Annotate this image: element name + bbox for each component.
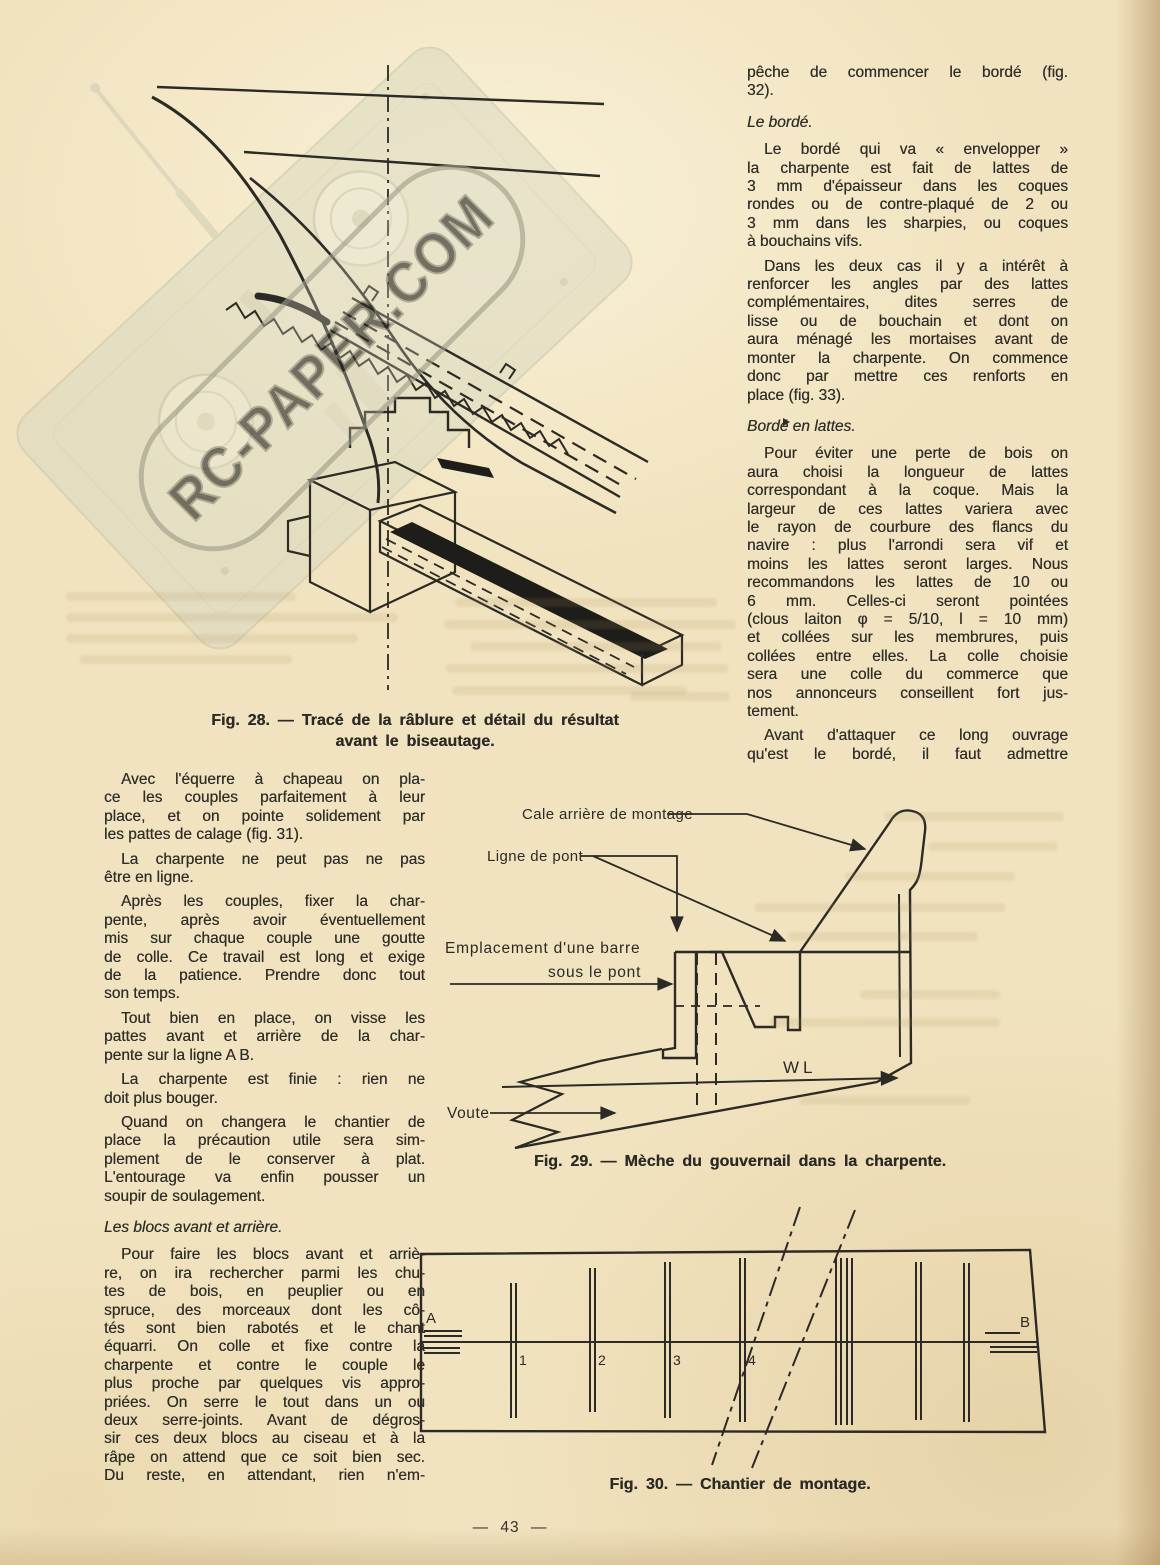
text-line: sir ces deux blocs au ciseau et à la xyxy=(104,1430,425,1448)
text-line: place (fig. 33). xyxy=(747,386,846,404)
bleedthrough-artifact xyxy=(630,692,730,701)
text-line: place la précaution utile sera sim- xyxy=(104,1132,425,1150)
section-heading: Les blocs avant et arrière. xyxy=(104,1218,283,1236)
text-line: pente sur la ligne A B. xyxy=(104,1046,254,1064)
text-line: tement. xyxy=(747,703,799,720)
paragraph xyxy=(747,727,1068,764)
fig30-ink-lines xyxy=(421,1207,1045,1468)
fig30-label-b: B xyxy=(1020,1314,1031,1331)
text-line: monter la charpente. On commence xyxy=(747,349,1068,367)
text-line: aura choisi la longueur de lattes xyxy=(747,463,1068,481)
text-line: à bouchains vifs. xyxy=(747,233,863,251)
left-column xyxy=(104,771,425,1492)
paragraph xyxy=(104,1071,425,1108)
fig30-station-3: 3 xyxy=(673,1352,681,1368)
paragraph xyxy=(104,851,425,888)
bleedthrough-artifact xyxy=(770,1018,1000,1027)
fig28-caption xyxy=(145,710,685,752)
bleedthrough-artifact xyxy=(470,642,722,651)
text-line: correspondant à la coque. Mais la xyxy=(747,482,1068,500)
text-line: de colle. Ce travail est long et exige xyxy=(104,948,425,966)
text-line: Avec l'équerre à chapeau on pla- xyxy=(121,771,425,788)
bleedthrough-artifact xyxy=(860,990,1000,999)
bleedthrough-artifact xyxy=(446,664,728,673)
text-line: La charpente ne peut pas ne pas xyxy=(121,850,425,868)
text-line: donc par mettre ces renforts en xyxy=(747,368,1068,386)
text-line: 3 mm d'épaisseur dans les coques xyxy=(747,178,1068,196)
bleedthrough-artifact xyxy=(788,932,978,941)
text-line: charpente et contre le couple le xyxy=(104,1356,425,1374)
fig29-label-voute: Voute xyxy=(447,1105,490,1122)
text-line: Dans les deux cas il y a intérêt à xyxy=(764,257,1068,275)
text-line: spruce, des morceaux dont les cô- xyxy=(104,1301,425,1319)
fig29-label-emplacement-line1: Emplacement d'une barre xyxy=(445,940,641,957)
text-line: être en ligne. xyxy=(104,869,194,887)
fig30-label-a: A xyxy=(426,1310,437,1327)
text-line: recommandons les lattes de 10 ou xyxy=(747,574,1068,592)
text-line: qu'est le bordé, il faut admettre xyxy=(747,745,1068,763)
text-line: Avant d'attaquer ce long ouvrage xyxy=(764,727,1068,745)
text-line: renforcer les angles par des lattes xyxy=(747,276,1068,294)
fig29-caption: Fig. 29. — Mèche du gouvernail dans la charpente. xyxy=(533,1153,947,1170)
paragraph xyxy=(104,1114,425,1206)
fig29-drawing xyxy=(440,795,1160,1180)
text-line: largeur de ces lattes variera avec xyxy=(747,500,1068,518)
fig30-station-4: 4 xyxy=(748,1352,756,1368)
text-line: deux serre-joints. Avant de dégros- xyxy=(104,1412,425,1429)
text-line: La charpente est finie : rien ne xyxy=(121,1071,425,1089)
text-line: plement de le conserver à plat. xyxy=(104,1150,425,1168)
text-line: place, et on pointe solidement par xyxy=(104,807,425,825)
bleedthrough-artifact xyxy=(66,613,398,622)
text-line: 32). xyxy=(747,82,774,100)
bleedthrough-artifact xyxy=(845,872,1015,881)
bleedthrough-artifact xyxy=(884,812,1064,821)
right-column xyxy=(747,64,1068,770)
text-line: 6 mm. Celles-ci seront pointées xyxy=(747,592,1068,610)
bleedthrough-artifact xyxy=(755,903,1005,912)
text-line: navire : plus l'arrondi sera vif et xyxy=(747,537,1068,555)
text-line: L'entourage va enfin pousser un xyxy=(104,1169,425,1187)
text-line: pente, après avoir éventuellement xyxy=(104,911,425,929)
text-line: rondes ou de contre-plaqué de 2 ou xyxy=(747,196,1068,214)
text-line: 3 mm dans les sharpies, ou coques xyxy=(747,214,1068,232)
text-line: tés sont bien rabotés et le chant xyxy=(104,1319,425,1337)
text-line: plus proche par quelques vis appro- xyxy=(104,1375,425,1393)
text-line: la charpente est fait de lattes de xyxy=(747,159,1068,177)
text-line: Tout bien en place, on visse les xyxy=(121,1009,425,1027)
watermark-text: RC-PAPER.COM xyxy=(156,151,538,533)
fig29-label-wl: WL xyxy=(783,1058,817,1077)
text-line: Pour éviter une perte de bois on xyxy=(764,445,1068,463)
text-line: pattes avant et arrière de la char- xyxy=(104,1028,425,1046)
text-line: Pour faire les blocs avant et arriè- xyxy=(121,1246,425,1264)
text-line: sera une colle du commerce que xyxy=(747,666,1068,684)
fig28-technical-drawing xyxy=(60,55,750,705)
fig29-label-emplacement-line2: sous le pont xyxy=(548,964,642,981)
bleedthrough-artifact xyxy=(66,634,358,643)
bleedthrough-artifact xyxy=(928,842,1058,851)
text-line: (clous laiton φ = 5/10, l = 10 mm) xyxy=(747,610,1068,628)
text-line: pêche de commencer le bordé (fig. xyxy=(747,64,1068,81)
bleedthrough-artifact xyxy=(444,620,736,629)
section-heading: Bordé en lattes. xyxy=(747,417,856,435)
text-line: Après les couples, fixer la char- xyxy=(121,893,425,911)
text-line: tes de bois, en peuplier ou en xyxy=(104,1283,425,1301)
fig30-station-1: 1 xyxy=(519,1352,527,1368)
bleedthrough-artifact xyxy=(800,1096,970,1105)
text-line: nos annonceurs conseillent fort jus- xyxy=(747,684,1068,702)
text-line: Du reste, en attendant, rien n'em- xyxy=(104,1467,425,1485)
fig29-label-cale: Cale arrière de montage xyxy=(522,806,693,823)
ink-speck xyxy=(783,418,790,426)
paragraph xyxy=(104,893,425,1003)
paragraph xyxy=(747,64,1068,101)
fig30-station-2: 2 xyxy=(598,1352,606,1368)
text-line: moins les lattes seront larges. Nous xyxy=(747,555,1068,573)
text-line: aura ménagé les mortaises avant de xyxy=(747,331,1068,349)
paragraph xyxy=(747,258,1068,405)
paragraph xyxy=(104,771,425,845)
paragraph xyxy=(104,1246,425,1485)
paragraph xyxy=(747,141,1068,251)
text-line: lisse ou de bouchain et dont on xyxy=(747,312,1068,330)
text-line: équarri. On colle et fixe contre la xyxy=(104,1338,425,1356)
paragraph xyxy=(104,1010,425,1065)
text-line: priées. On serre le tout dans un ou xyxy=(104,1393,425,1411)
text-line: Quand on changera le chantier de xyxy=(121,1113,425,1131)
page-number: — 43 — xyxy=(472,1519,548,1536)
text-line: soupir de soulagement. xyxy=(104,1187,266,1205)
text-line: râpe on attend que ce soit bien sec. xyxy=(104,1448,425,1466)
text-line: doit plus bouger. xyxy=(104,1089,218,1107)
bleedthrough-artifact xyxy=(66,592,296,601)
fig29-label-ligne-de-pont: Ligne de pont xyxy=(487,848,584,865)
text-line: le rayon de courbure des flancs du xyxy=(747,518,1068,536)
bleedthrough-artifact xyxy=(455,598,717,607)
text-line: complémentaires, dites serres de xyxy=(747,294,1068,312)
text-line: et collées sur les membrures, puis xyxy=(747,629,1068,647)
paragraph xyxy=(747,445,1068,721)
text-line: Le bordé qui va « envelopper » xyxy=(764,141,1068,159)
text-line: mis sur chaque couple une goutte xyxy=(104,930,425,948)
text-line: de la patience. Prendre donc tout xyxy=(104,967,425,985)
text-line: ce les couples parfaitement à leur xyxy=(104,789,425,807)
section-heading: Le bordé. xyxy=(747,113,813,131)
bleedthrough-artifact xyxy=(80,655,292,664)
text-line: les pattes de calage (fig. 31). xyxy=(104,826,304,844)
fig30-caption: Fig. 30. — Chantier de montage. xyxy=(609,1476,871,1493)
text-line: re, on ira rechercher parmi les chu- xyxy=(104,1264,425,1282)
fig30-drawing xyxy=(415,1195,1160,1485)
fig28-caption-line2: avant le biseautage. xyxy=(335,733,495,750)
text-line: collées entre elles. La colle choisie xyxy=(747,647,1068,665)
text-line: son temps. xyxy=(104,985,180,1003)
fig28-caption-line1: Fig. 28. — Tracé de la râblure et détail du résultat xyxy=(211,712,619,729)
